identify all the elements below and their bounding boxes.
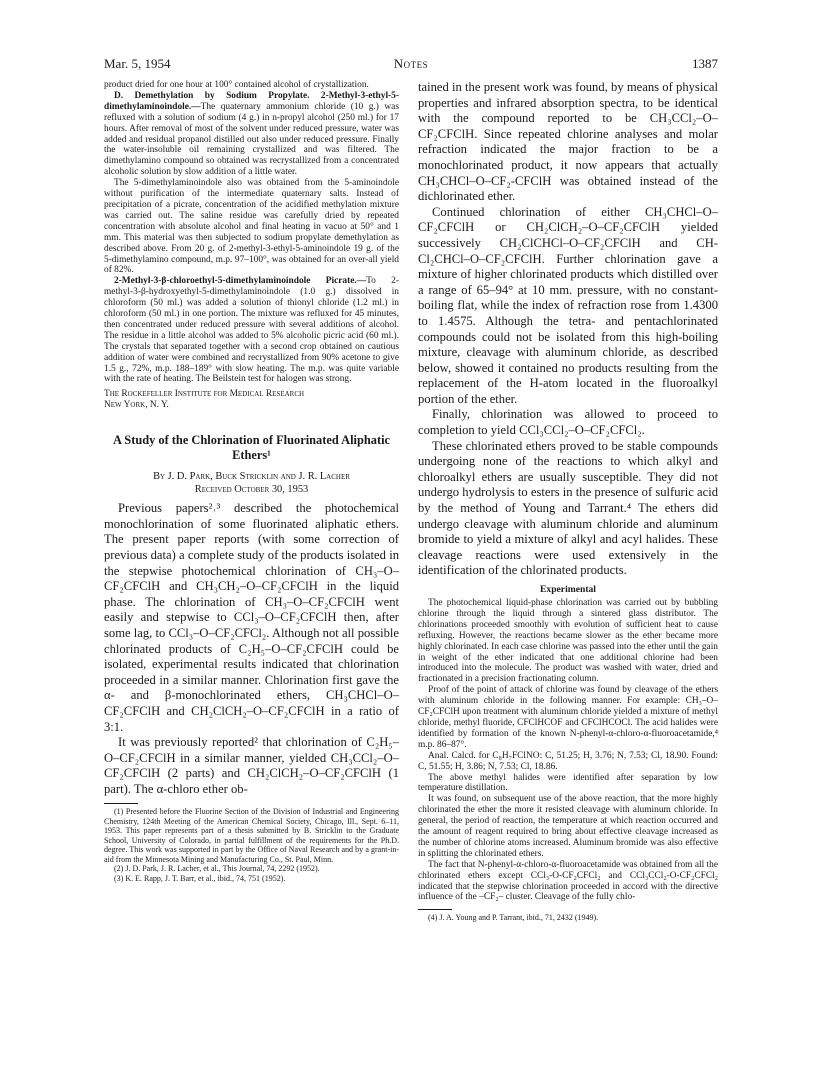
- article-title: A Study of the Chlorination of Fluorinated Aliphatic Ethers¹: [112, 433, 391, 463]
- affiliation-line: New York, N. Y.: [104, 400, 169, 411]
- paragraph: product dried for one hour at 100° contained alcohol of crystallization.: [104, 80, 369, 90]
- paragraph: These chlorinated ethers proved to be stable compounds undergoing none of the reactions to which alkyl and chloroalkyl ethers are usually susceptible. They did not undergo hydrolysis to esters in the presence of sulfuric acid by the method of Young and Tarrant.⁴ The ethers did undergo cleavage with aluminum chloride and aluminum bromide to yield a mixture of alkyl and acyl halides. These cleavage reactions were used extensively in the identification of the chlorinated products.: [418, 438, 718, 578]
- footnote: (2) J. D. Park, J. R. Lacher, et al., This Journal, 74, 2292 (1952).: [114, 864, 320, 874]
- paragraph: [104, 91, 399, 178]
- left-column: [104, 80, 399, 883]
- paragraph: tained in the present work was found, by means of physical properties and infrared absorption spectra, to be identical with the compound reported to be CH₃CCl₂–O–CF₂CFClH. Since repeated chlorine analyses and molar refraction indicated the major fraction to be a monochlorinated product, it now appears that actually CH₃CHCl–O–CF₂-CFClH was obtained instead of the dichlorinated ether.: [418, 80, 718, 204]
- header-date: Mar. 5, 1954: [104, 56, 171, 71]
- section-heading: Experimental: [540, 584, 596, 595]
- paragraph: The photochemical liquid-phase chlorination was carried out by bubbling chlorine through the liquid through a sintered glass distributor. The chlorinations proceeded smoothly with evolution of sufficient heat to cause refluxing. However, the reactions became slower as the ether became more highly chlorinated. In each case chlorine was passed into the ether until the gain in weight of the ether indicated that one additional chlorine had been introduced into the molecule. The product was washed with water, dried and fractionated in a precision fractionating column.: [418, 598, 718, 685]
- paragraph: The above methyl halides were identified after separation by low temperature distillation.: [418, 772, 718, 794]
- paragraph-text: The quaternary ammonium chloride (10 g.) was refluxed with a solution of sodium (4 g.) in n-propyl alcohol (250 ml.) for 17 hours. After removal of most of the solvent under reduced pressure, water was added and residual propanol distilled out also under reduced pressure. Finally the water-insoluble oil remaining crystallized and was filtered. The dimethylamino compound so obtained was recrystallized from a concentrated alcoholic solution by slow addition of a little water.: [104, 101, 399, 178]
- running-header: [104, 56, 718, 72]
- paragraph: It was found, on subsequent use of the above reaction, that the more highly chlorinated the ether the more it resisted cleavage with aluminum chloride. In general, the period of reaction, the temperature at which reaction occurred and the amount of reagent required to bring about effective cleavage increased as the number of chlorine atoms increased. Aluminum bromide was also effective in splitting the chlorinated ethers.: [418, 794, 718, 859]
- header-page-number: 1387: [692, 56, 718, 71]
- article-authors: By J. D. Park, Buck Stricklin and J. R. Lacher: [153, 471, 350, 483]
- paragraph-heading: D. Demethylation by Sodium Propylate. 2-Methyl-3-ethyl-5-dimethylaminoindole.—: [104, 90, 399, 112]
- paragraph-text: To 2-methyl-3-β-hydroxyethyl-5-dimethylaminoindole (1.0 g.) dissolved in chloroform (50 ml.) was added a solution of thionyl chloride (1.2 ml.) in chloroform (50 ml.) in one portion. The mixture was refluxed for 45 minutes, then concentrated under reduced pressure with several additions of alcohol. The residue in a little alcohol was added to 5% alcoholic picric acid (60 ml.). The crystals that separated together with a second crop obtained on cautious addition of water were combined and recrystallized from 90% acetone to give 1.5 g., 72%, m.p. 188–189° with slow heating. The m.p. was quite variable with the rate of heating. The Beilstein test for halogen was strong.: [104, 276, 399, 385]
- paragraph: Previous papers²˒³ described the photochemical monochlorination of some fluorinated aliphatic ethers. The present paper reports (with some correction of previous data) a complete study of the products isolated in the stepwise photochemical chlorination of CH₃–O–CF₂CFClH and CH₃CH₂–O–CF₂CFClH in the liquid phase. The chlorination of CH₃–O–CF₂CFClH went easily and stepwise to CCl₃–O–CF₂CFClH then, after some lag, to CCl₃–O–CF₂CFCl₂. Although not all possible chlorinated products of C₂H₅–O–CF₂CFClH could be isolated, experimental results indicated that chlorination proceeded in a similar manner. Chlorination first gave the α- and β-monochlorinated ethers, CH₃CHCl–O–CF₂CFClH and CH₂ClCH₂–O–CF₂CFClH in a ratio of 3:1.: [104, 501, 399, 734]
- received-date: Received October 30, 1953: [194, 484, 309, 496]
- paragraph: [104, 276, 399, 385]
- paragraph: Finally, chlorination was allowed to proceed to completion to yield CCl₃CCl₂–O–CF₂CFCl₂.: [418, 407, 718, 438]
- footnote: (3) K. E. Rapp, J. T. Barr, et al., ibid., 74, 751 (1952).: [114, 873, 286, 883]
- paragraph: It was previously reported² that chlorination of C₂H₅–O–CF₂CFClH in a similar manner, yielded CH₃CCl₂–O–CF₂CFClH (2 parts) and CH₂ClCH₂–O–CF₂CFClH (1 part). The α-chloro ether ob-: [104, 735, 399, 796]
- footnote-rule: [104, 803, 138, 804]
- header-section: Notes: [393, 56, 429, 71]
- paragraph-heading: 2-Methyl-3-β-chloroethyl-5-dimethylaminoindole Picrate.—: [114, 276, 367, 287]
- paragraph: Continued chlorination of either CH₃CHCl–O–CF₂CFClH or CH₂ClCH₂–O–CF₂CFClH yielded successively CH₂ClCHCl–O–CF₂CFClH and CH-Cl₂CHCl–O–CF₂CFClH. Further chlorination gave a mixture of higher chlorinated products which distilled over a range of 65–94° at 10 mm. pressure, with no constant-boiling flat, while the index of refraction rose from 1.4300 to 1.4575. Although the tetra- and pentachlorinated compounds could not be isolated from this high-boiling mixture, cleavage with aluminum chloride, as described below, showed it contained no products resulting from the replacement of the H-atom located in the fluoroalkyl portion of the ether.: [418, 204, 718, 406]
- footnote: (4) J. A. Young and P. Tarrant, ibid., 71, 2432 (1949).: [428, 913, 599, 923]
- affiliation-line: The Rockefeller Institute for Medical Research: [104, 389, 305, 400]
- paragraph: Anal. Calcd. for C₈H₇FClNO: C, 51.25; H, 3.76; N, 7.53; Cl, 18.90. Found: C, 51.55; H, 3.86; N, 7.53; Cl, 18.86.: [418, 750, 718, 772]
- footnote-rule: [418, 909, 452, 910]
- paragraph: The fact that N-phenyl-α-chloro-α-fluoroacetamide was obtained from all the chlorinated ethers except CCl₃-O-CF₂CFCl₂ and CCl₃CCl₂-O-CF₂CFCl₂ indicated that the stepwise chlorination proceeded in accord with the directive influence of the –CF₂– cluster. Cleavage of the fully chlo-: [418, 859, 718, 903]
- paragraph: Proof of the point of attack of chlorine was found by cleavage of the ethers with aluminum chloride in the following manner. For example: CH₃–O–CF₂CFClH upon treatment with aluminum chloride yielded a mixture of methyl chloride, methyl fluoride, CFClHCOF and CFClHCOCl. The acid halides were identified by formation of the known N-phenyl-α-chloro-α-fluoroacetamide,⁴ m.p. 86–87°.: [418, 685, 718, 750]
- paragraph: The 5-dimethylaminoindole also was obtained from the 5-aminoindole without purification of the intermediate quaternary salts. Instead of precipitation of a picrate, concentration of the acidified methylation mixture was carried out. The saline residue was carefully dried by repeated concentration with absolute alcohol and final heating in vacuo at 50° and 1 mm. This material was then subjected to sodium propylate demethylation as described above. From 20 g. of 2-methyl-3-ethyl-5-aminoindole 19 g. of the 5-dimethylamino compound, m.p. 97–100°, was obtained for an over-all yield of 82%.: [104, 178, 399, 276]
- footnote: (1) Presented before the Fluorine Section of the Division of Industrial and Engineering Chemistry, 124th Meeting of the American Chemical Society, Chicago, Ill., Sept. 6–11, 1953. This paper represents part of a thesis submitted by B. Stricklin to the Graduate School, University of Colorado, in partial fulfillment of the requirements for the Ph.D. degree. This work was supported in part by the Office of Naval Research and by a grant-in-aid from the Minnesota Mining and Manufacturing Co., St. Paul, Minn.: [104, 807, 399, 864]
- right-column: [418, 80, 718, 923]
